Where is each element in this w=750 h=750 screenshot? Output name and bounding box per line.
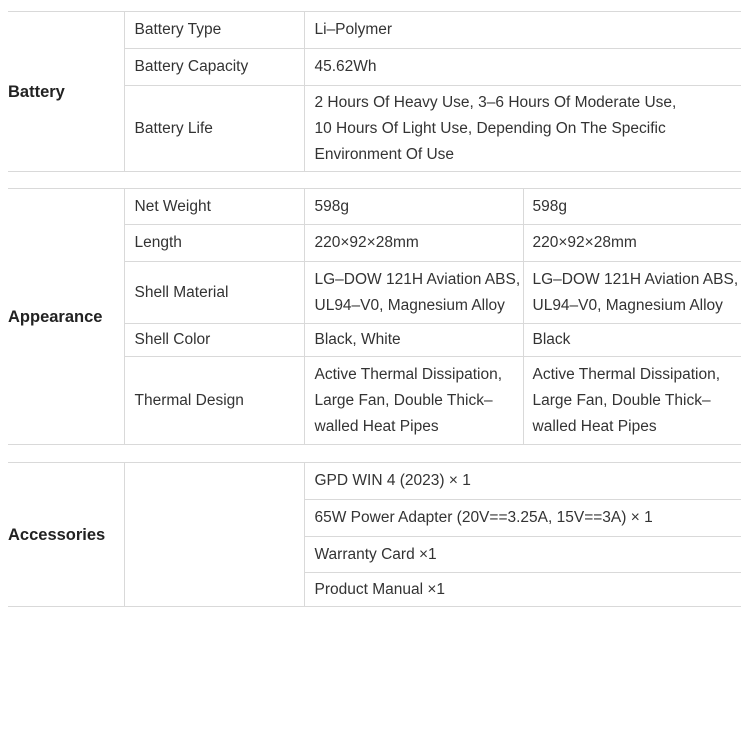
spec-value bbox=[523, 262, 741, 324]
spec-value: 45.62Wh bbox=[304, 49, 741, 86]
accessory-item: Product Manual ×1 bbox=[304, 573, 741, 607]
accessories-spec-table bbox=[8, 462, 741, 607]
value-line: UL94–V0, Magnesium Alloy bbox=[532, 296, 723, 314]
value-line: walled Heat Pipes bbox=[532, 417, 657, 435]
category-battery: Battery bbox=[8, 12, 124, 172]
appearance-spec-table bbox=[8, 188, 741, 445]
category-accessories: Accessories bbox=[8, 463, 124, 607]
value-line: 10 Hours Of Light Use, Depending On The Specific bbox=[314, 119, 666, 137]
spec-row bbox=[8, 12, 741, 49]
value-line: 2 Hours Of Heavy Use, 3–6 Hours Of Moderate Use, bbox=[314, 93, 677, 111]
spec-label: Shell Color bbox=[124, 324, 304, 357]
spec-value bbox=[523, 357, 741, 445]
value-line: walled Heat Pipes bbox=[314, 417, 439, 435]
spec-value: Black bbox=[523, 324, 741, 357]
value-line: Environment Of Use bbox=[314, 145, 455, 163]
battery-spec-table bbox=[8, 11, 741, 172]
spec-value: Li–Polymer bbox=[304, 12, 741, 49]
accessory-item: 65W Power Adapter (20V==3.25A, 15V==3A) × 1 bbox=[304, 500, 741, 537]
spec-label: Net Weight bbox=[124, 189, 304, 225]
spec-value bbox=[304, 262, 523, 324]
spec-value: Black, White bbox=[304, 324, 523, 357]
spec-value: 598g bbox=[523, 189, 741, 225]
spec-label: Battery Capacity bbox=[124, 49, 304, 86]
value-line: Large Fan, Double Thick– bbox=[532, 391, 711, 409]
spec-value: 220×92×28mm bbox=[523, 225, 741, 262]
spec-value bbox=[304, 86, 741, 172]
value-line: Active Thermal Dissipation, bbox=[532, 365, 721, 383]
spec-row bbox=[8, 463, 741, 500]
spec-label: Battery Type bbox=[124, 12, 304, 49]
category-appearance: Appearance bbox=[8, 189, 124, 445]
spec-label: Battery Life bbox=[124, 86, 304, 172]
value-line: Large Fan, Double Thick– bbox=[314, 391, 493, 409]
spec-value: 598g bbox=[304, 189, 523, 225]
value-line: UL94–V0, Magnesium Alloy bbox=[314, 296, 505, 314]
accessory-item: Warranty Card ×1 bbox=[304, 537, 741, 573]
spec-label: Shell Material bbox=[124, 262, 304, 324]
value-line: LG–DOW 121H Aviation ABS, bbox=[314, 270, 521, 288]
spec-value bbox=[304, 357, 523, 445]
value-line: LG–DOW 121H Aviation ABS, bbox=[532, 270, 739, 288]
spec-label-empty bbox=[124, 463, 304, 607]
accessory-item: GPD WIN 4 (2023) × 1 bbox=[304, 463, 741, 500]
value-line: Active Thermal Dissipation, bbox=[314, 365, 503, 383]
spec-row bbox=[8, 189, 741, 225]
spec-label: Thermal Design bbox=[124, 357, 304, 445]
spec-value: 220×92×28mm bbox=[304, 225, 523, 262]
spec-label: Length bbox=[124, 225, 304, 262]
